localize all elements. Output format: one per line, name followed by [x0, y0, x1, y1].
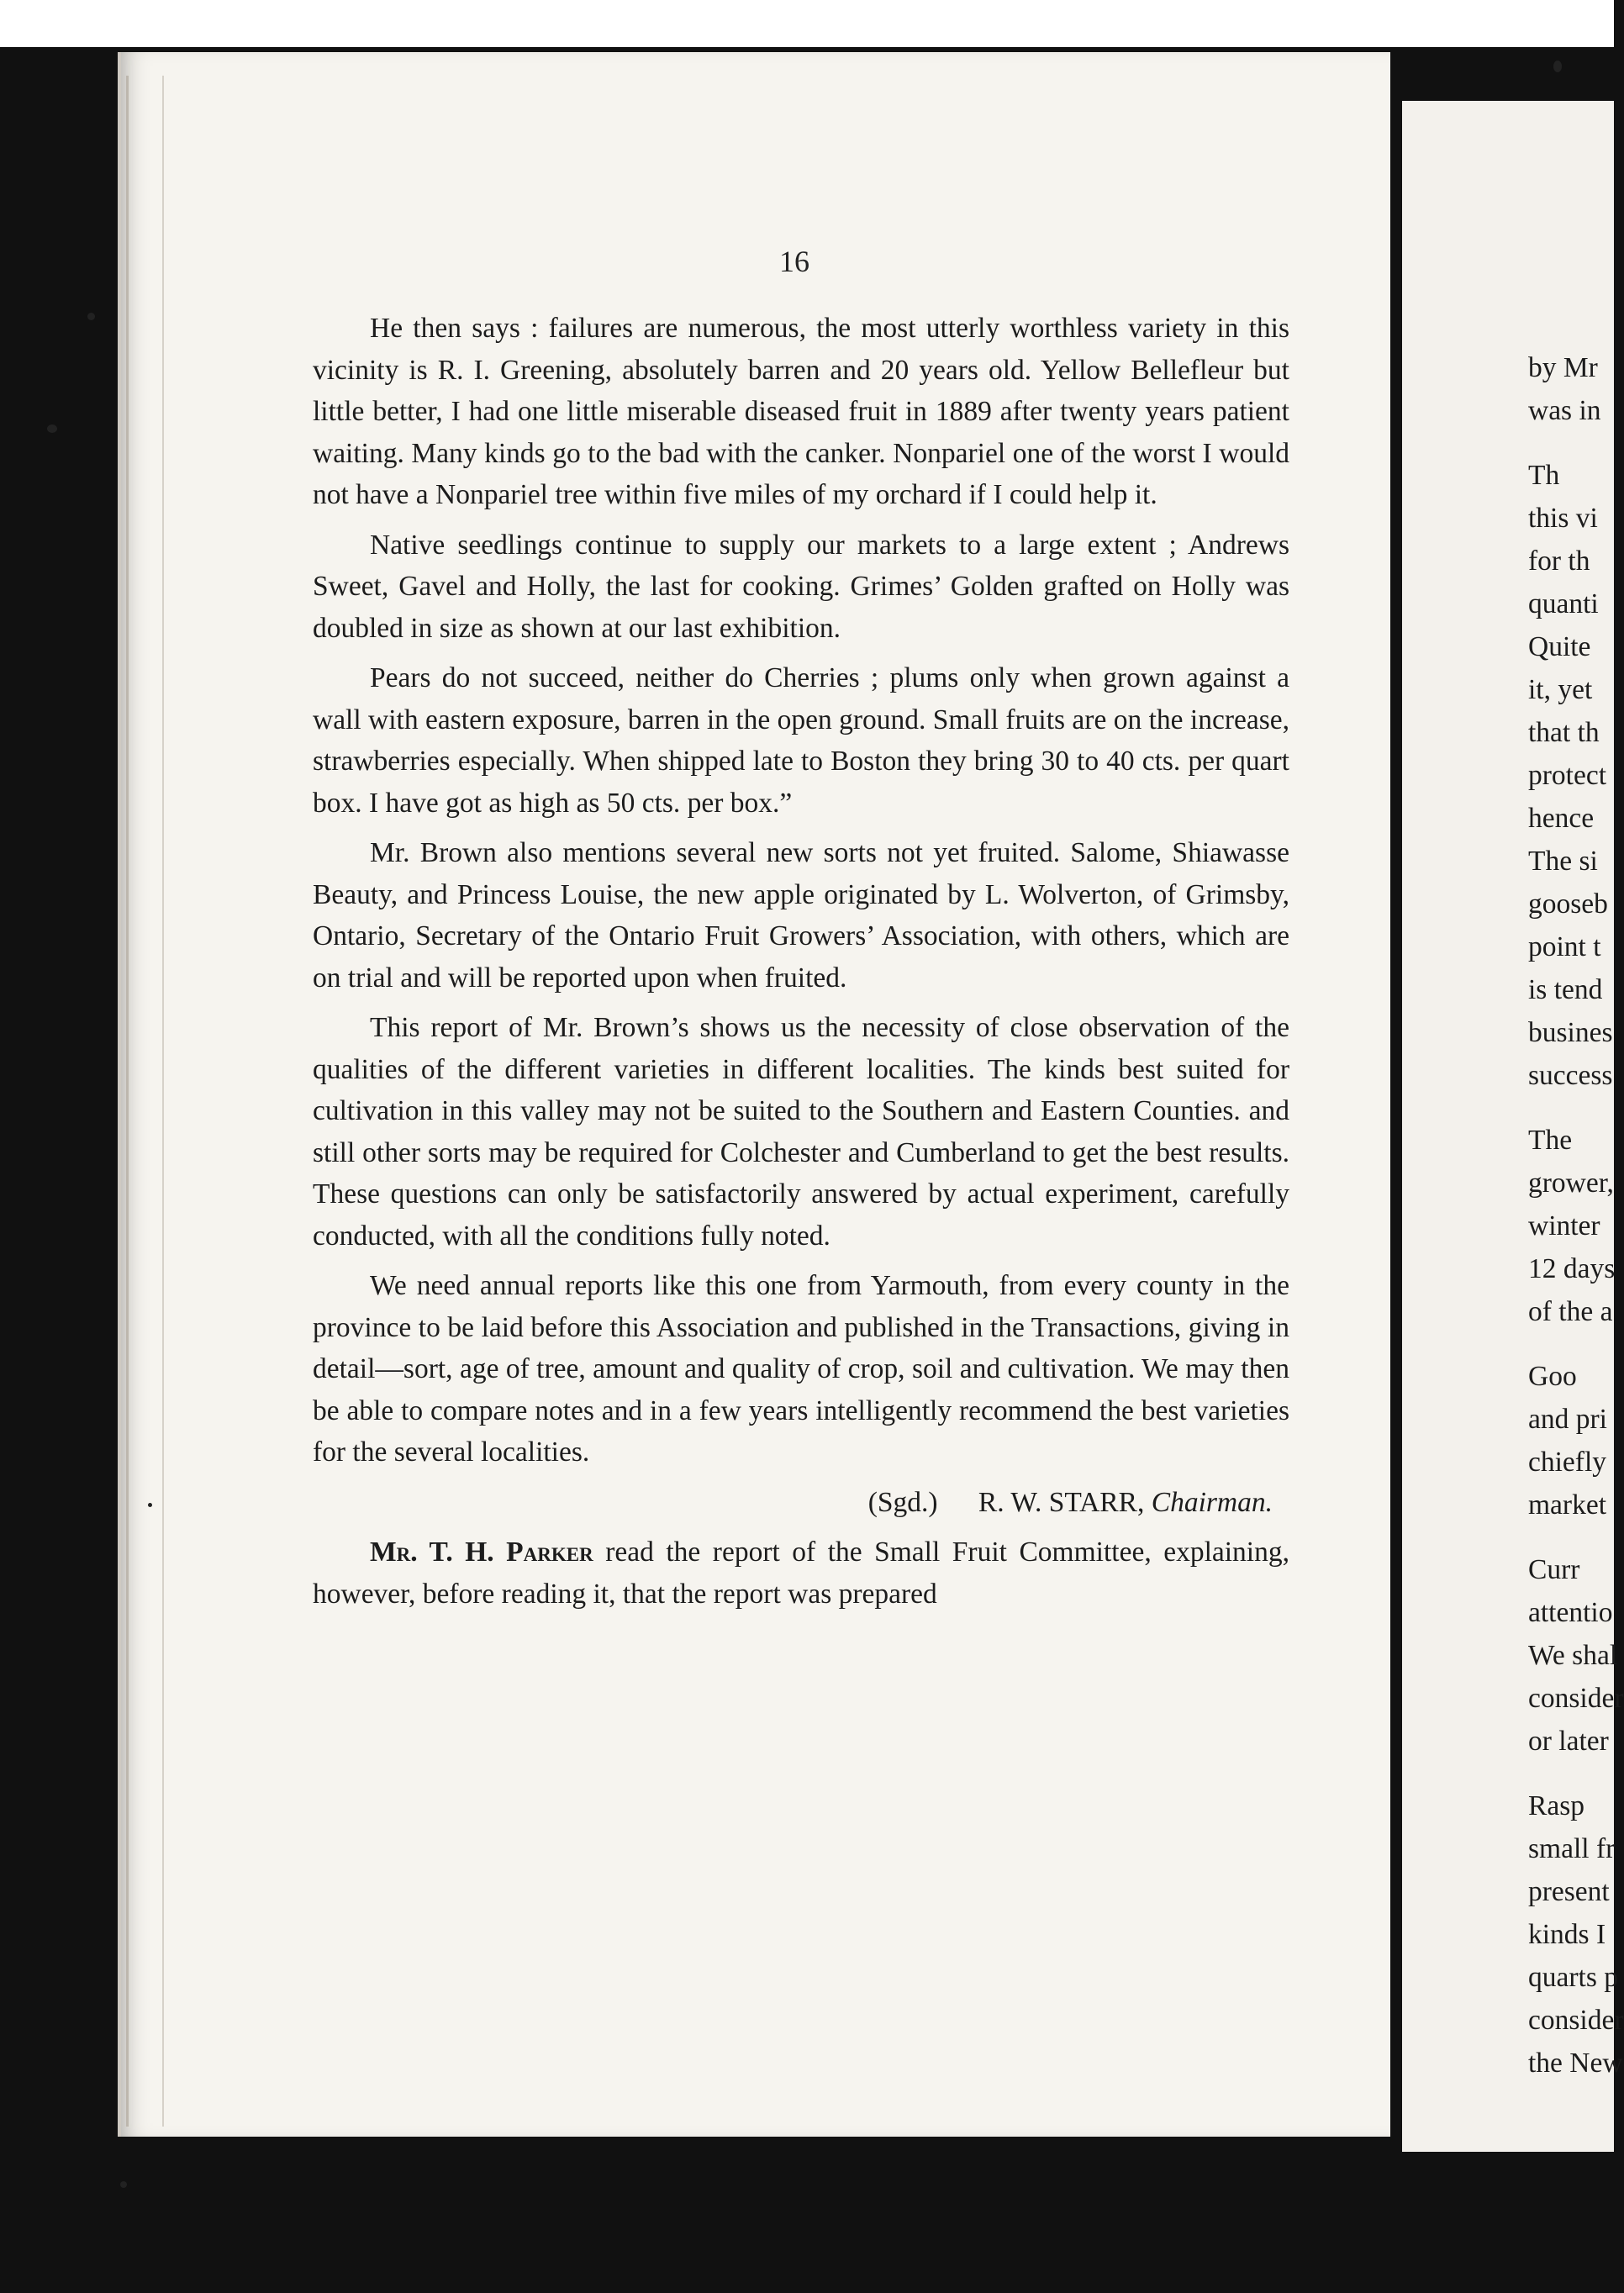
right-page-line: it, yet: [1528, 674, 1593, 705]
right-page-line: Quite: [1528, 631, 1591, 662]
right-page-line: consider: [1528, 1683, 1624, 1714]
right-page-line: quanti: [1528, 588, 1599, 619]
right-page-line: Rasp: [1528, 1790, 1584, 1821]
scan-speck: [1553, 61, 1562, 72]
speaker-name: Mr. T. H. Parker: [370, 1537, 593, 1568]
right-page-line: and pri: [1528, 1404, 1607, 1435]
scan-speck: [148, 1503, 152, 1507]
right-page-line: winter: [1528, 1210, 1600, 1241]
right-page-line: of the a: [1528, 1296, 1613, 1327]
paragraph-2: Native seedlings continue to supply our markets to a large extent ; Andrews Sweet, Gavel and Holly, the last for cooking. Grimes’ Golden grafted on Holly was doubled in size as shown at our last exhibition.: [313, 529, 1289, 644]
paragraph-5: This report of Mr. Brown’s shows us the necessity of close observation of the qualities of the different varieties in different localities. The kinds best suited for cultivation in this valley may not be suited to the Southern and Eastern Counties. and still other sorts may be required for Colchester and Cumberland to get the best results. These questions can only be satisfactorily answered by actual experiment, carefully conducted, with all the conditions fully noted.: [313, 1012, 1289, 1252]
signature-name: R. W. STARR,: [978, 1486, 1145, 1518]
committee-signature: [313, 1482, 1289, 1524]
right-page-line: gooseb: [1528, 888, 1608, 920]
scan-speck: [120, 2181, 127, 2188]
right-page-line: or later: [1528, 1726, 1609, 1757]
right-page-line: point t: [1528, 931, 1601, 962]
right-page-line: market: [1528, 1489, 1607, 1521]
paragraph-small-fruit-report: [313, 1531, 1289, 1615]
page-body: [313, 308, 1289, 1623]
right-page-line: The si: [1528, 846, 1598, 877]
right-page-line: Goo: [1528, 1361, 1577, 1392]
paragraph-1: He then says : failures are numerous, the most utterly worthless variety in this vicinity is R. I. Greening, absolutely barren and 20 years old. Yellow Bellefleur but little better, I had one little miserable diseased fruit in 1889 after twenty years patient waiting. Many kinds go to the bad with the canker. Nonpariel one of the worst I would not have a Nonpariel tree within five miles of my orchard if I could help it.: [313, 313, 1289, 510]
right-page-text: [1528, 346, 1624, 2085]
scan-speck: [47, 424, 57, 433]
right-page-line: chiefly: [1528, 1447, 1607, 1478]
small-fruit-report-text: read the report of the Small Fruit Committee, explaining, however, before reading it, that the report was prepared: [313, 1537, 1289, 1610]
page-binding-edge: [126, 76, 164, 2127]
page-number: 16: [779, 245, 809, 278]
right-page-line: this vi: [1528, 503, 1598, 534]
right-page-line: consider: [1528, 2005, 1624, 2036]
right-page-line: that th: [1528, 717, 1600, 748]
right-page-line: attentio: [1528, 1597, 1613, 1628]
signature-title: Chairman.: [1151, 1486, 1273, 1518]
right-page-line: hence: [1528, 803, 1595, 834]
right-page-line: for th: [1528, 546, 1590, 577]
right-page-line: protect: [1528, 760, 1607, 791]
right-page-gap: [1528, 1763, 1621, 1784]
right-page-line: the New: [1528, 2048, 1623, 2079]
right-page-line: Curr: [1528, 1554, 1580, 1585]
scan-speck: [87, 313, 95, 320]
right-page-line: is tend: [1528, 974, 1603, 1005]
right-page-gap: [1528, 1097, 1621, 1119]
right-page-line: The: [1528, 1125, 1573, 1156]
signature-prefix: (Sgd.): [867, 1486, 938, 1518]
right-page-line: quarts p: [1528, 1962, 1618, 1993]
right-page-line: We shal: [1528, 1640, 1618, 1671]
paragraph-3: Pears do not succeed, neither do Cherries ; plums only when grown against a wall with eastern exposure, barren in the open ground. Small fruits are on the increase, strawberries especially. When shipped late to Boston they bring 30 to 40 cts. per quart box. I have got as high as 50 cts. per box.”: [313, 662, 1289, 819]
scan-top-border: [0, 0, 1614, 47]
right-page-gap: [1528, 1333, 1621, 1355]
right-page-gap: [1528, 432, 1621, 454]
right-page-line: 12 days: [1528, 1253, 1616, 1284]
right-page-line: Th: [1528, 460, 1560, 491]
right-page-gap: [1528, 1526, 1621, 1548]
right-page-line: busines: [1528, 1017, 1613, 1048]
right-page-line: was in: [1528, 395, 1601, 426]
right-page-line: present: [1528, 1876, 1610, 1907]
right-page-line: grower,: [1528, 1168, 1614, 1199]
paragraph-6: We need annual reports like this one from Yarmouth, from every county in the province to be laid before this Association and published in the Transactions, giving in detail—sort, age of tree, amount and quality of crop, soil and cultivation. We may then be able to compare notes and in a few years intelligently recommend the best varieties for the several localities.: [313, 1270, 1289, 1468]
right-page-line: by Mr: [1528, 352, 1598, 383]
paragraph-4: Mr. Brown also mentions several new sorts not yet fruited. Salome, Shiawasse Beauty, and Princess Louise, the new apple originated by L. Wolverton, of Grimsby, Ontario, Secretary of the Ontario Fruit Growers’ Association, with others, which are on trial and will be reported upon when fruited.: [313, 837, 1289, 994]
right-page-line: success: [1528, 1060, 1613, 1091]
right-page-line: kinds I: [1528, 1919, 1606, 1950]
right-page-line: small fr: [1528, 1833, 1616, 1864]
